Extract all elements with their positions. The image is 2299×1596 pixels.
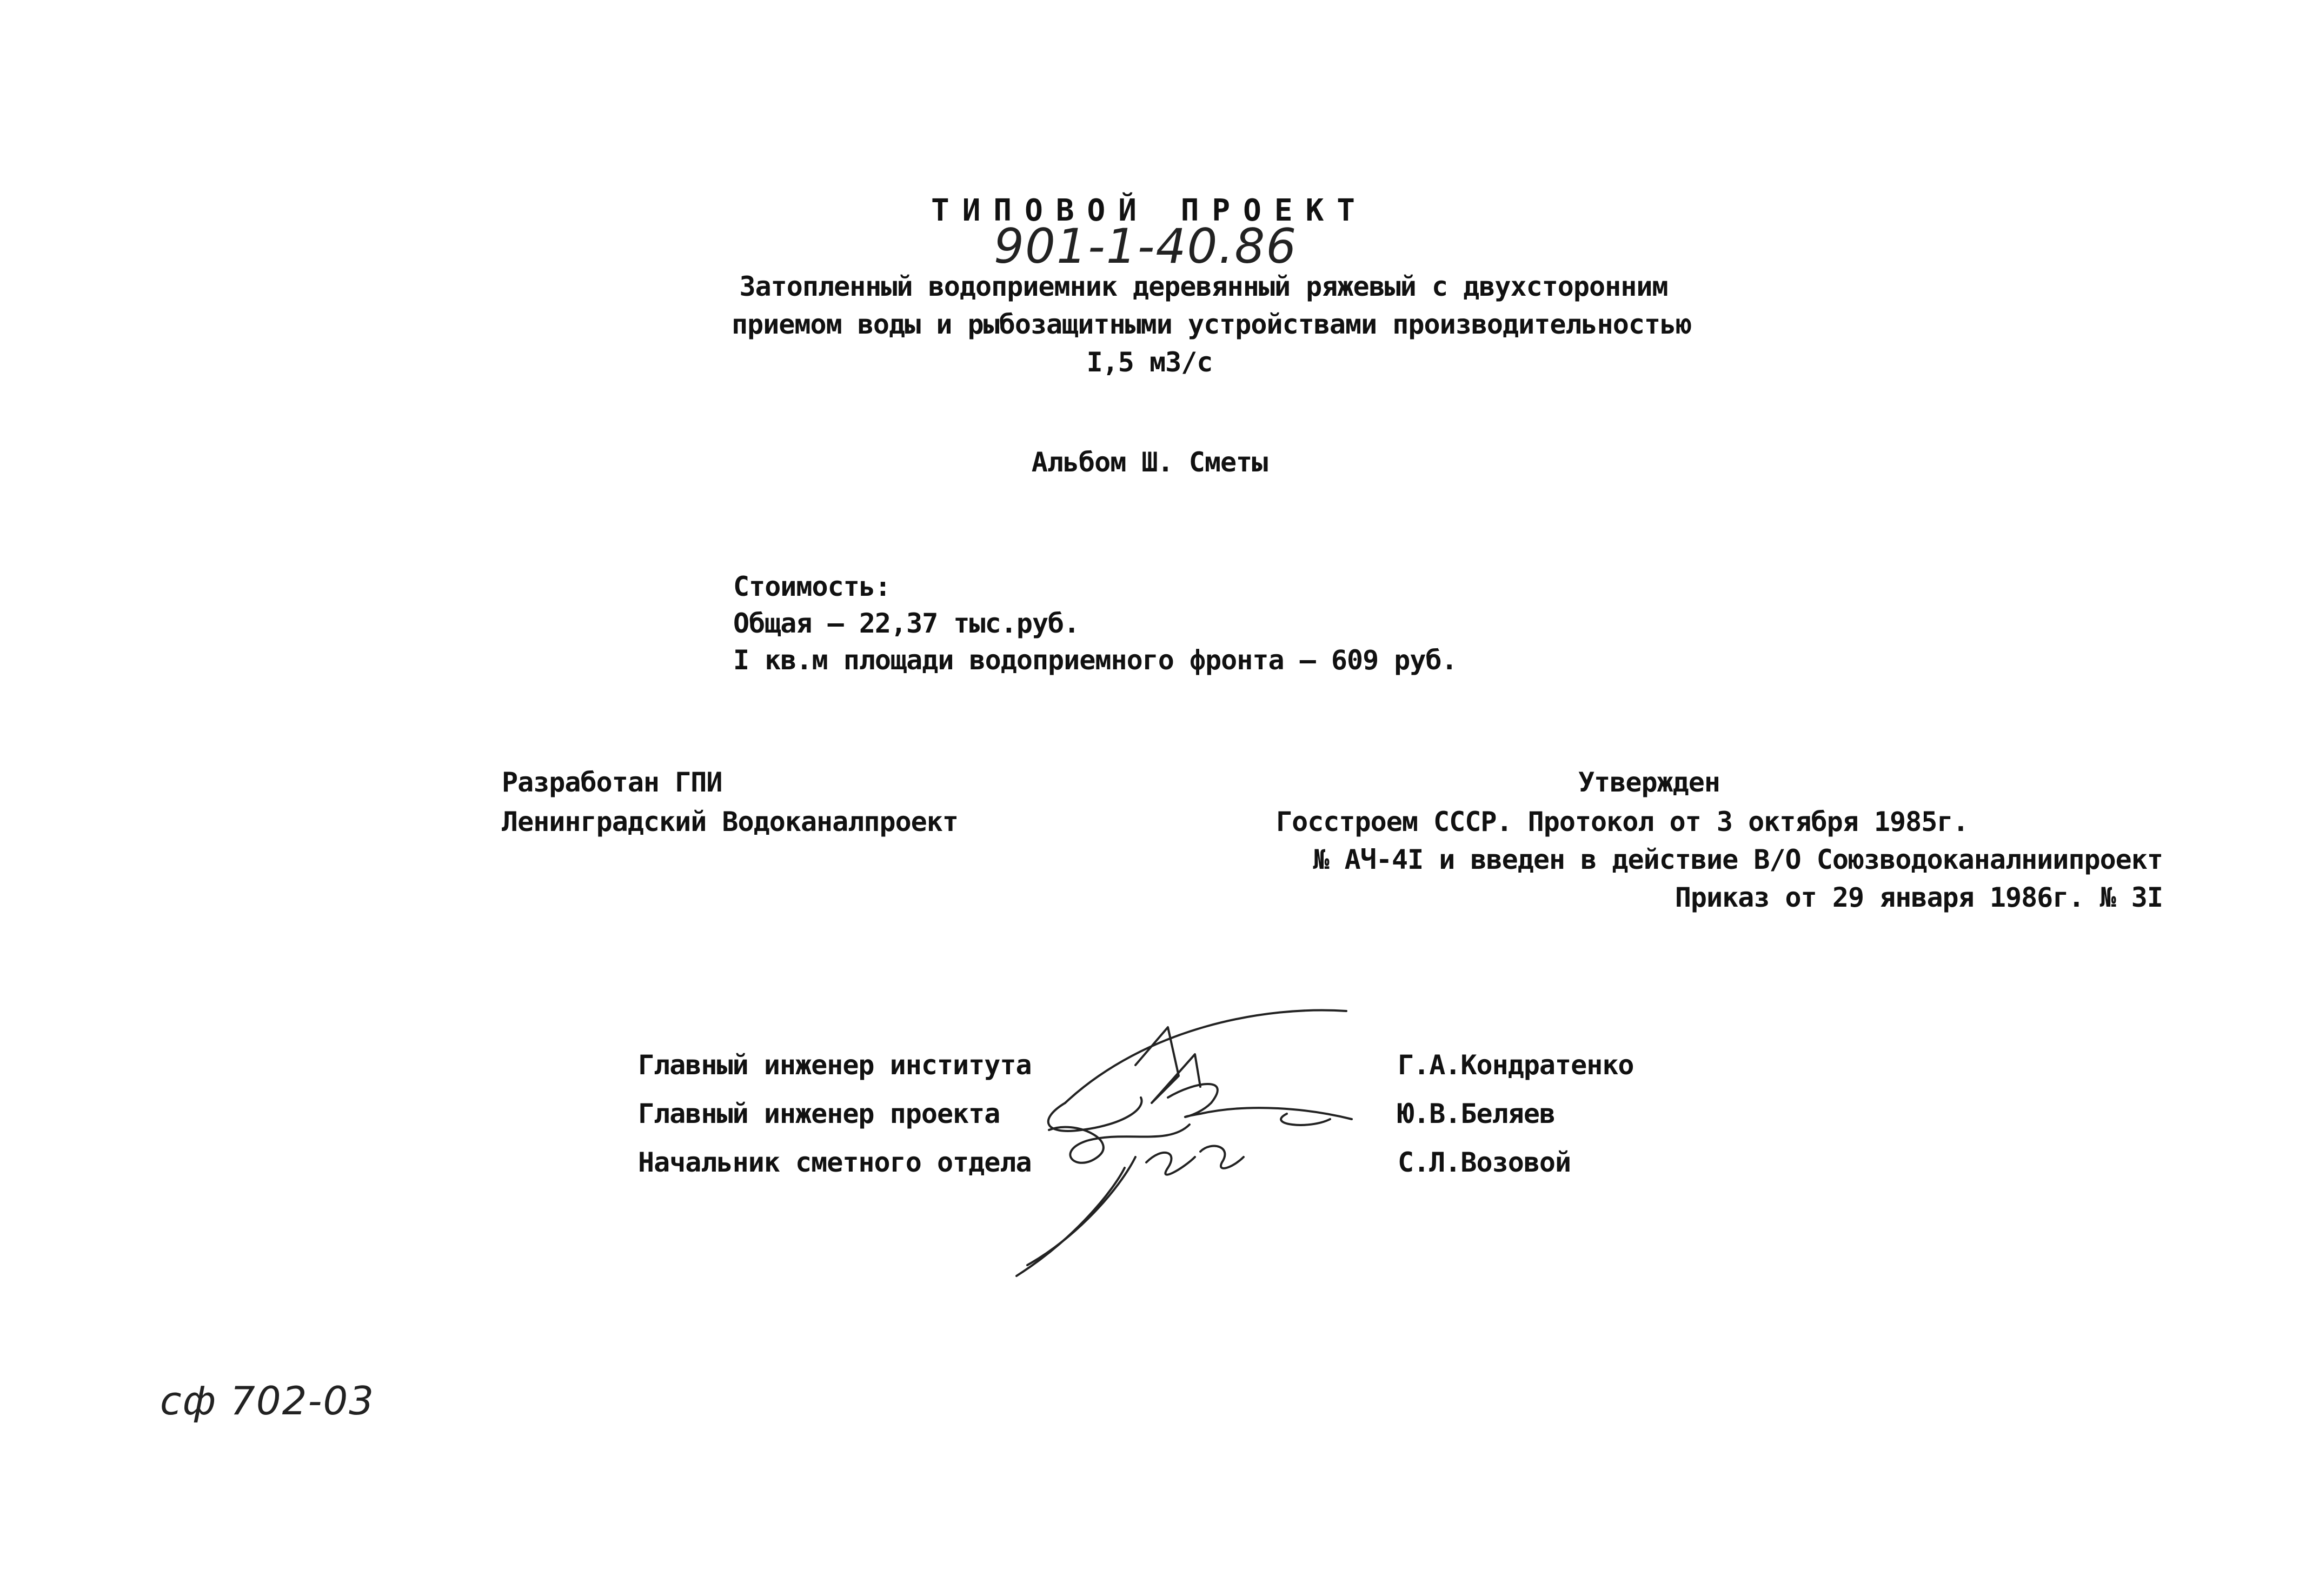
developer-line-2: Ленинградский Водоканалпроект <box>502 806 958 837</box>
cost-label: Стоимость: <box>733 571 891 602</box>
signature-image <box>1006 995 1373 1276</box>
album-title: Альбом Ш. Сметы <box>1031 447 1268 478</box>
signatory-position-1: Главный инженер института <box>638 1049 1032 1081</box>
signatory-name-2: Ю.В.Беляев <box>1398 1098 1556 1129</box>
project-description-line-1: Затопленный водоприемник деревянный ряжевый с двухсторонним <box>739 271 1668 302</box>
signatory-position-2: Главный инженер проекта <box>638 1098 1000 1129</box>
cost-per-sqm: I кв.м площади водоприемного фронта – 609 руб. <box>733 644 1457 676</box>
project-description-line-2: приемом воды и рыбозащитными устройствами производительностью <box>732 309 1692 340</box>
approval-line-3: Приказ от 29 января 1986г. № 3I <box>1675 882 2163 913</box>
doc-type-heading: ТИПОВОЙ ПРОЕКТ <box>931 193 1368 228</box>
project-number: 901-1-40.86 <box>994 218 1298 274</box>
approval-line-1: Госстроем СССР. Протокол от 3 октября 1985г. <box>1276 806 1969 837</box>
archive-code: сф 702-03 <box>160 1378 375 1424</box>
signatory-position-3: Начальник сметного отдела <box>638 1147 1032 1178</box>
developer-line-1: Разработан ГПИ <box>502 767 722 798</box>
signatory-name-1: Г.А.Кондратенко <box>1398 1049 1634 1081</box>
approval-line-2: № АЧ-4I и введен в действие В/О Союзводоканалниипроект <box>1313 844 2163 875</box>
project-description-line-3: I,5 м3/с <box>1086 347 1213 378</box>
cost-total: Общая – 22,37 тыс.руб. <box>733 608 1080 639</box>
signatory-name-3: С.Л.Возовой <box>1398 1147 1571 1178</box>
approval-title: Утвержден <box>1578 767 1720 798</box>
